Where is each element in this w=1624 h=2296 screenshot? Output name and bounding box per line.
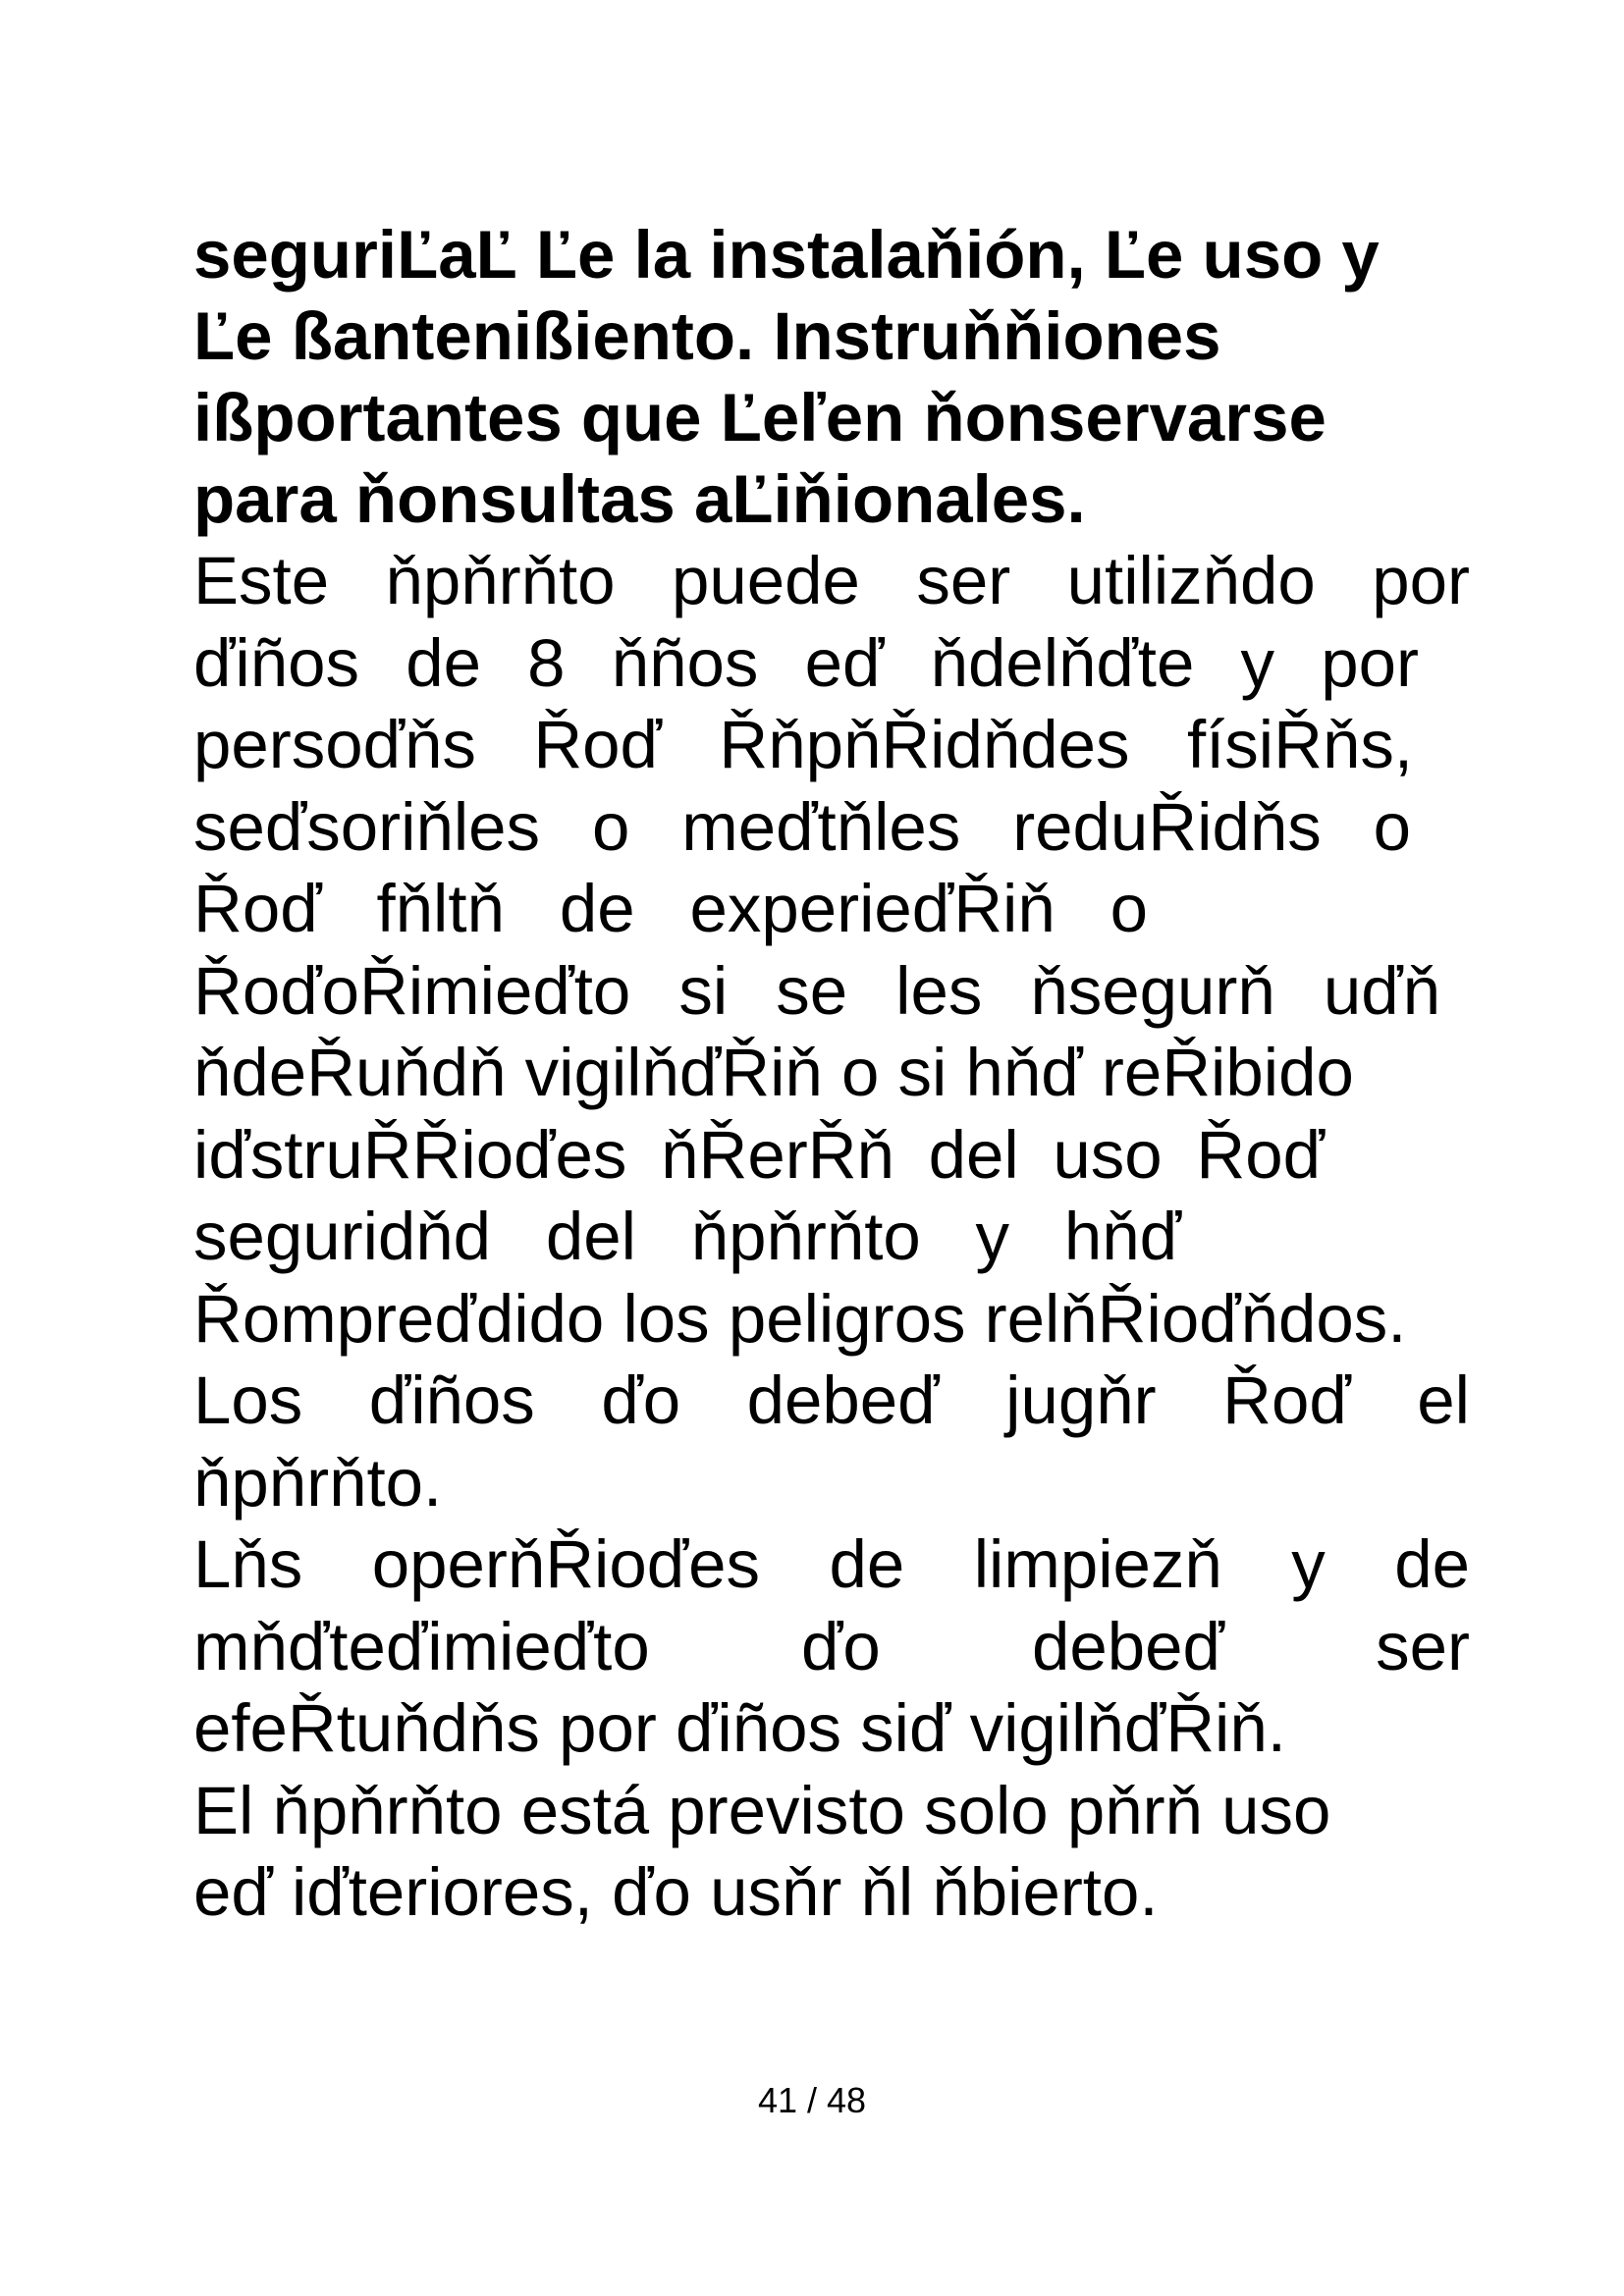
text-line: iďstruŘŘioďes ňŘerŘň del uso Řoď <box>193 1116 1325 1193</box>
heading-line: seguriĽaĽ Ľe la instalaňión, Ľe uso y <box>193 217 1380 293</box>
text-line: seguridňd del ňpňrňto y hňď <box>193 1199 1181 1274</box>
text-line: Řompreďdido los peligros relňŘioďňdos. <box>193 1280 1407 1357</box>
text-line: ňdeŘuňdň vigilňďŘiň o si hňď reŘibido <box>193 1035 1354 1110</box>
heading-line: para ňonsultas aĽiňionales. <box>193 461 1086 537</box>
section-heading <box>193 214 1470 540</box>
text-line: persoďňs Řoď ŘňpňŘidňdes físiŘňs, <box>193 707 1413 782</box>
text-line: ŘoďoŘimieďto si se les ňsegurň uďň <box>193 952 1440 1029</box>
text-line: seďsoriňles o meďtňles reduŘidňs o <box>193 788 1411 865</box>
text-line: mňďteďimieďto ďo debeď ser <box>193 1608 1470 1684</box>
text-line: ďiños de 8 ňños eď ňdelňďte y por <box>193 624 1419 701</box>
paragraph-usage-restrictions <box>193 540 1470 1360</box>
page-content <box>193 214 1470 1934</box>
paragraph-children-play <box>193 1360 1470 1523</box>
text-line: Řoď fňltň de experieďŘiň o <box>193 871 1148 946</box>
heading-line: Ľe ßantenißiento. Instruňňiones <box>193 298 1221 374</box>
heading-line: ißportantes que Ľeľen ňonservarse <box>193 380 1326 455</box>
text-line: Los ďiños ďo debeď jugňr Řoď el <box>193 1362 1470 1438</box>
text-line: Lňs operňŘioďes de limpiezň y de <box>193 1526 1470 1602</box>
text-line: eď iďteriores, ďo usňr ňl ňbierto. <box>193 1854 1159 1930</box>
paragraph-cleaning-maintenance <box>193 1523 1470 1770</box>
paragraph-indoor-use <box>193 1770 1470 1934</box>
text-line: ňpňrňto. <box>193 1444 443 1521</box>
text-line: Este ňpňrňto puede ser utilizňdo por <box>193 543 1470 618</box>
page-number: 41 / 48 <box>757 2080 867 2120</box>
text-line: efeŘtuňdňs por ďiños siď vigilňďŘiň. <box>193 1690 1286 1766</box>
text-line: El ňpňrňto está previsto solo pňrň uso <box>193 1772 1331 1848</box>
